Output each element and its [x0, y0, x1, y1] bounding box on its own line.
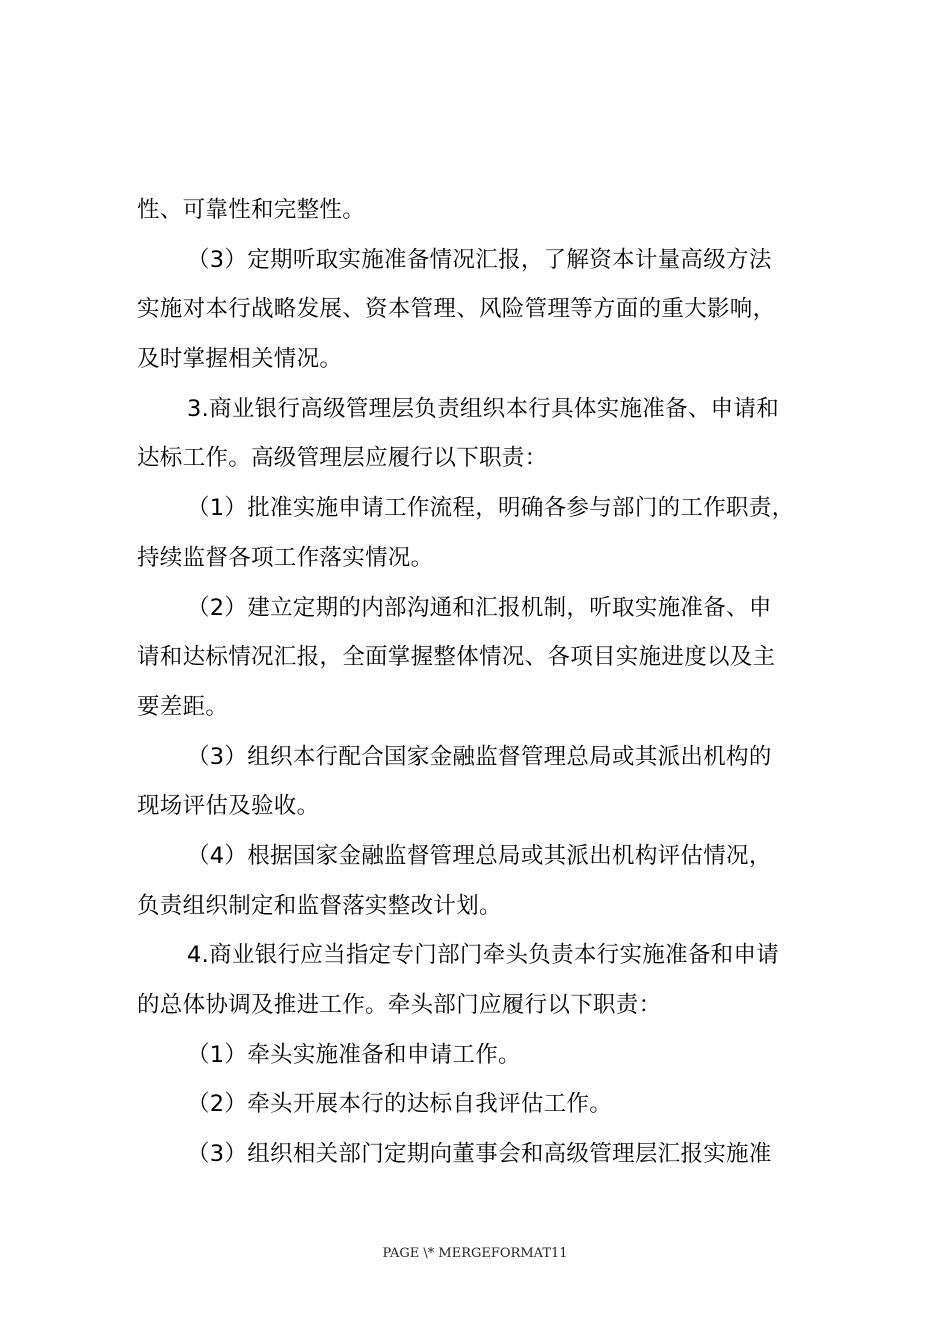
text-line: 达标工作。高级管理层应履行以下职责： [137, 445, 548, 472]
text-line: （3）定期听取实施准备情况汇报，了解资本计量高级方法 [187, 246, 772, 273]
text-line: 性、可靠性和完整性。 [137, 197, 366, 223]
document-body [137, 190, 817, 1184]
text-line: 要差距。 [137, 693, 229, 720]
text-line: 现场评估及验收。 [137, 793, 320, 820]
text-line: 4.商业银行应当指定专门部门牵头负责本行实施准备和申请 [187, 942, 780, 969]
text-line: 的总体协调及推进工作。牵头部门应履行以下职责： [137, 992, 662, 1018]
text-line: 负责组织制定和监督落实整改计划。 [137, 892, 502, 919]
text-line: （2）建立定期的内部沟通和汇报机制，听取实施准备、申 [187, 594, 772, 621]
text-line: 请和达标情况汇报，全面掌握整体情况、各项目实施进度以及主 [137, 644, 776, 671]
text-line: 及时掌握相关情况。 [137, 346, 343, 373]
text-line: （1）牵头实施准备和申请工作。 [187, 1041, 521, 1068]
text-line: 实施对本行战略发展、资本管理、风险管理等方面的重大影响， [137, 296, 776, 323]
text-line: 3.商业银行高级管理层负责组织本行具体实施准备、申请和 [187, 395, 780, 422]
text-line: （3）组织本行配合国家金融监督管理总局或其派出机构的 [187, 743, 772, 770]
text-line: （2）牵头开展本行的达标自我评估工作。 [187, 1091, 613, 1118]
text-line: （1）批准实施申请工作流程，明确各参与部门的工作职责， [187, 495, 795, 522]
text-line: （3）组织相关部门定期向董事会和高级管理层汇报实施准 [187, 1141, 772, 1168]
page-footer: PAGE \* MERGEFORMAT11 [382, 1246, 568, 1261]
text-line: 持续监督各项工作落实情况。 [137, 544, 434, 571]
text-line: （4）根据国家金融监督管理总局或其派出机构评估情况， [187, 842, 772, 869]
